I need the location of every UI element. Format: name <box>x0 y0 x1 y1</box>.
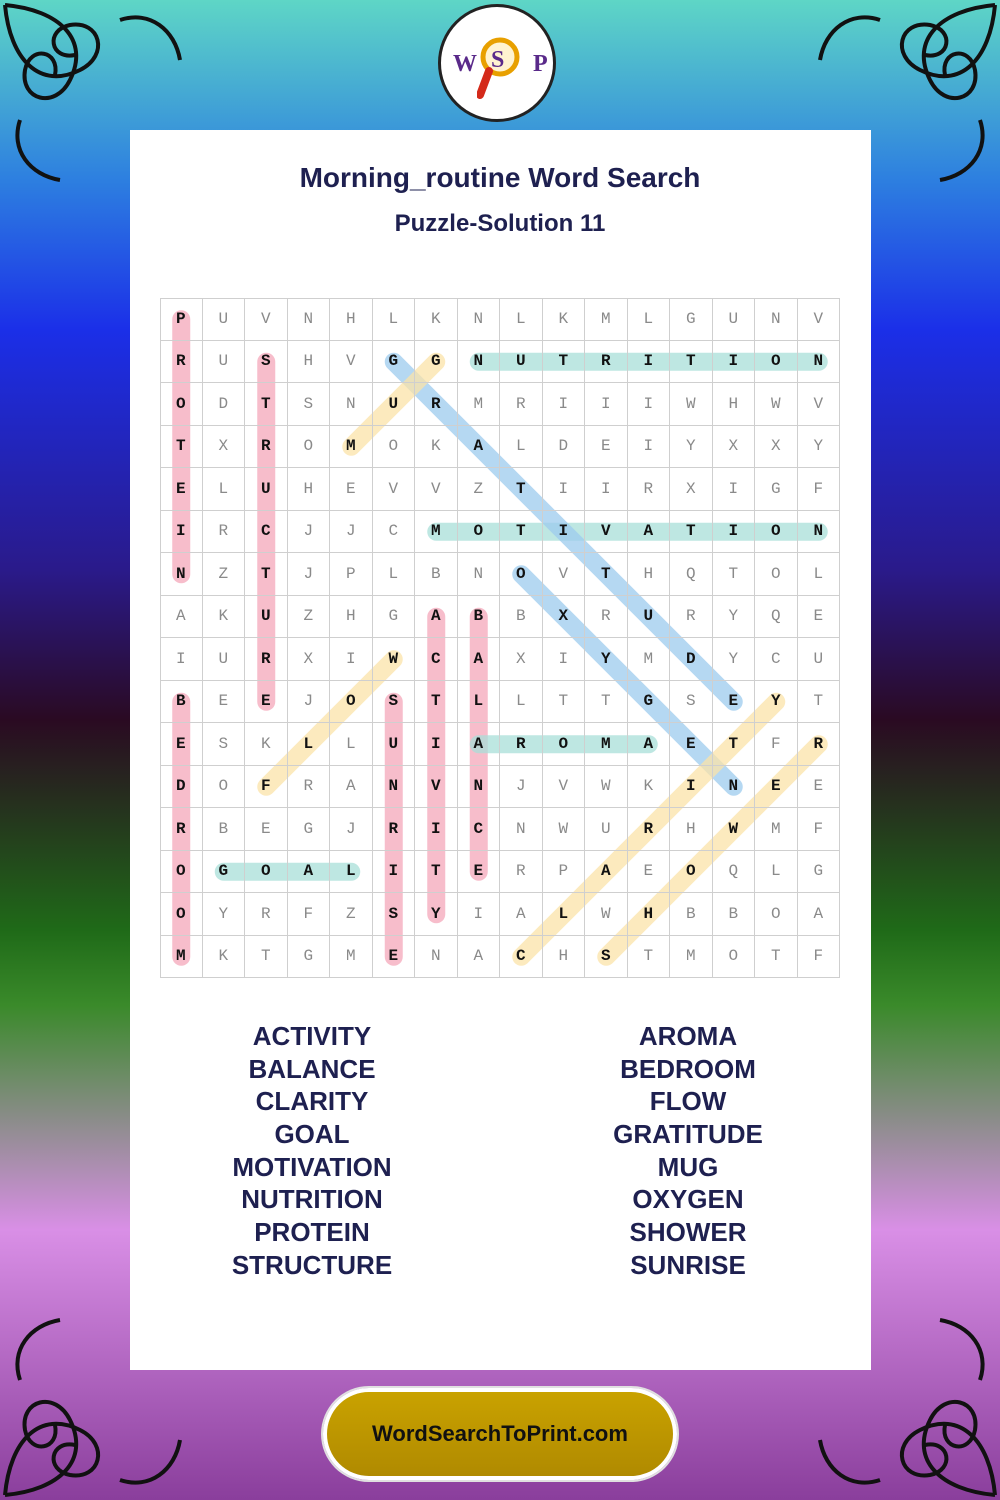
grid-cell[interactable]: R <box>160 341 203 384</box>
grid-cell[interactable]: B <box>203 808 246 851</box>
grid-cell[interactable]: L <box>330 851 373 894</box>
grid-cell[interactable]: R <box>160 808 203 851</box>
grid-cell[interactable]: G <box>203 851 246 894</box>
grid-cell[interactable]: J <box>500 766 543 809</box>
grid-cell[interactable]: Y <box>798 426 841 469</box>
grid-cell[interactable]: W <box>585 893 628 936</box>
grid-cell[interactable]: Q <box>755 596 798 639</box>
word-list-item: BALANCE <box>248 1053 376 1084</box>
grid-cell[interactable]: A <box>458 936 501 979</box>
grid-cell[interactable]: M <box>458 383 501 426</box>
grid-cell[interactable]: U <box>628 596 671 639</box>
grid-cell[interactable]: Y <box>670 426 713 469</box>
grid-cell[interactable]: U <box>798 638 841 681</box>
grid-cell[interactable]: I <box>160 511 203 554</box>
grid-cell[interactable]: N <box>373 766 416 809</box>
grid-cell[interactable]: O <box>160 383 203 426</box>
grid-cell[interactable]: E <box>160 468 203 511</box>
grid-cell[interactable]: S <box>203 723 246 766</box>
grid-cell[interactable]: V <box>798 383 841 426</box>
grid-cell[interactable]: U <box>585 808 628 851</box>
grid-cell[interactable]: O <box>670 851 713 894</box>
grid-cell[interactable]: I <box>628 426 671 469</box>
grid-cell[interactable]: S <box>288 383 331 426</box>
grid-cell[interactable]: A <box>798 893 841 936</box>
grid-cell[interactable]: O <box>755 511 798 554</box>
grid-cell[interactable]: O <box>245 851 288 894</box>
grid-cell[interactable]: M <box>755 808 798 851</box>
grid-cell[interactable]: E <box>755 766 798 809</box>
grid-cell[interactable]: L <box>330 723 373 766</box>
grid-cell[interactable]: R <box>245 893 288 936</box>
grid-cell[interactable]: O <box>755 893 798 936</box>
grid-cell[interactable]: P <box>330 553 373 596</box>
grid-cell[interactable]: R <box>500 851 543 894</box>
grid-cell[interactable]: X <box>713 426 756 469</box>
grid-cell[interactable]: I <box>713 511 756 554</box>
grid-cell[interactable]: Y <box>713 596 756 639</box>
grid-cell[interactable]: X <box>670 468 713 511</box>
grid-cell[interactable]: O <box>755 341 798 384</box>
grid-cell[interactable]: D <box>203 383 246 426</box>
grid-cell[interactable]: G <box>798 851 841 894</box>
word-list-item: MOTIVATION <box>232 1151 392 1182</box>
grid-cell[interactable]: Q <box>670 553 713 596</box>
grid-cell[interactable]: O <box>755 553 798 596</box>
grid-cell[interactable]: E <box>245 681 288 724</box>
grid-cell[interactable]: G <box>373 341 416 384</box>
grid-cell[interactable]: V <box>798 298 841 341</box>
grid-cell[interactable]: B <box>160 681 203 724</box>
grid-cell[interactable]: L <box>628 298 671 341</box>
wsp-logo[interactable] <box>438 4 556 122</box>
grid-cell[interactable]: A <box>458 426 501 469</box>
grid-cell[interactable]: I <box>458 893 501 936</box>
grid-cell[interactable]: M <box>585 298 628 341</box>
grid-cell[interactable]: F <box>798 468 841 511</box>
word-list-item: FLOW <box>649 1086 727 1117</box>
word-list-item: CLARITY <box>255 1086 369 1117</box>
grid-cell[interactable]: E <box>798 766 841 809</box>
grid-cell[interactable]: H <box>670 808 713 851</box>
grid-cell[interactable]: I <box>543 638 586 681</box>
grid-cell[interactable]: W <box>670 383 713 426</box>
grid-cell[interactable]: V <box>543 553 586 596</box>
grid-cell[interactable]: A <box>500 893 543 936</box>
grid-cell[interactable]: G <box>415 341 458 384</box>
grid-cell[interactable]: A <box>585 851 628 894</box>
grid-cell[interactable]: N <box>160 553 203 596</box>
grid-cell[interactable]: G <box>288 808 331 851</box>
grid-cell[interactable]: R <box>670 596 713 639</box>
grid-cell[interactable]: V <box>415 766 458 809</box>
grid-cell[interactable]: H <box>288 468 331 511</box>
grid-cell[interactable]: O <box>203 766 246 809</box>
grid-cell[interactable]: L <box>373 553 416 596</box>
grid-cell[interactable]: I <box>543 468 586 511</box>
grid-cell[interactable]: U <box>713 298 756 341</box>
grid-cell[interactable]: W <box>713 808 756 851</box>
grid-cell[interactable]: T <box>798 681 841 724</box>
grid-cell[interactable]: L <box>798 553 841 596</box>
grid-cell[interactable]: H <box>330 298 373 341</box>
grid-cell[interactable]: K <box>203 936 246 979</box>
grid-cell[interactable]: R <box>373 808 416 851</box>
grid-cell[interactable]: I <box>585 383 628 426</box>
grid-cell[interactable]: N <box>713 766 756 809</box>
grid-cell[interactable]: R <box>798 723 841 766</box>
grid-cell[interactable]: L <box>373 298 416 341</box>
word-list-item: MUG <box>657 1151 719 1182</box>
grid-cell[interactable]: U <box>203 341 246 384</box>
grid-cell[interactable]: E <box>160 723 203 766</box>
grid-cell[interactable]: U <box>245 468 288 511</box>
grid-cell[interactable]: U <box>245 596 288 639</box>
grid-cell[interactable]: E <box>713 681 756 724</box>
grid-cell[interactable]: A <box>458 723 501 766</box>
grid-cell[interactable]: F <box>798 936 841 979</box>
grid-cell[interactable]: O <box>288 426 331 469</box>
word-list-item: BEDROOM <box>620 1053 756 1084</box>
grid-cell[interactable]: J <box>330 511 373 554</box>
grid-cell[interactable]: D <box>160 766 203 809</box>
grid-cell[interactable]: T <box>755 936 798 979</box>
grid-cell[interactable]: K <box>543 298 586 341</box>
grid-cell[interactable]: H <box>628 893 671 936</box>
grid-cell[interactable]: Z <box>330 893 373 936</box>
grid-cell[interactable]: T <box>670 511 713 554</box>
grid-cell[interactable]: H <box>628 553 671 596</box>
grid-cell[interactable]: J <box>330 808 373 851</box>
grid-cell[interactable]: R <box>628 468 671 511</box>
grid-cell[interactable]: R <box>628 808 671 851</box>
grid-cell[interactable]: C <box>755 638 798 681</box>
grid-cell[interactable]: J <box>288 553 331 596</box>
grid-cell[interactable]: I <box>628 341 671 384</box>
grid-cell[interactable]: R <box>245 638 288 681</box>
grid-cell[interactable]: T <box>415 681 458 724</box>
grid-cell[interactable]: C <box>373 511 416 554</box>
grid-cell[interactable]: E <box>458 851 501 894</box>
grid-cell[interactable]: H <box>543 936 586 979</box>
grid-cell[interactable]: T <box>543 341 586 384</box>
grid-cell[interactable]: X <box>288 638 331 681</box>
grid-cell[interactable]: I <box>415 808 458 851</box>
grid-cell[interactable]: X <box>755 426 798 469</box>
word-list-item: STRUCTURE <box>231 1249 393 1280</box>
grid-cell[interactable]: I <box>585 468 628 511</box>
grid-cell[interactable]: O <box>160 893 203 936</box>
grid-cell[interactable]: K <box>415 298 458 341</box>
grid-cell[interactable]: N <box>458 766 501 809</box>
grid-cell[interactable]: C <box>500 936 543 979</box>
grid-cell[interactable]: N <box>458 341 501 384</box>
grid-cell[interactable]: Z <box>288 596 331 639</box>
grid-cell[interactable]: B <box>415 553 458 596</box>
grid-cell[interactable]: V <box>543 766 586 809</box>
grid-cell[interactable]: I <box>713 468 756 511</box>
grid-cell[interactable]: J <box>288 681 331 724</box>
grid-cell[interactable]: B <box>458 596 501 639</box>
grid-cell[interactable]: K <box>203 596 246 639</box>
word-list-item: GOAL <box>274 1119 350 1150</box>
grid-cell[interactable]: A <box>160 596 203 639</box>
grid-cell[interactable]: W <box>373 638 416 681</box>
grid-cell[interactable]: U <box>373 383 416 426</box>
grid-cell[interactable]: L <box>458 681 501 724</box>
puzzle-subtitle: Puzzle-Solution 11 <box>394 210 606 237</box>
grid-cell[interactable]: H <box>713 383 756 426</box>
grid-cell[interactable]: T <box>160 426 203 469</box>
grid-cell[interactable]: N <box>458 553 501 596</box>
grid-cell[interactable]: R <box>203 511 246 554</box>
grid-cell[interactable]: B <box>500 596 543 639</box>
grid-cell[interactable]: I <box>628 383 671 426</box>
grid-cell[interactable]: L <box>288 723 331 766</box>
grid-cell[interactable]: T <box>713 723 756 766</box>
word-list-item: AROMA <box>638 1021 738 1051</box>
grid-cell[interactable]: L <box>500 681 543 724</box>
grid-cell[interactable]: N <box>798 511 841 554</box>
grid-cell[interactable]: K <box>245 723 288 766</box>
grid-cell[interactable]: L <box>543 893 586 936</box>
grid-cell[interactable]: N <box>798 341 841 384</box>
grid-cell[interactable]: B <box>713 893 756 936</box>
grid-cell[interactable]: O <box>330 681 373 724</box>
grid-cell[interactable]: V <box>373 468 416 511</box>
grid-cell[interactable]: W <box>585 766 628 809</box>
word-list-left <box>162 1020 462 1282</box>
grid-cell[interactable]: T <box>713 553 756 596</box>
grid-cell[interactable]: N <box>415 936 458 979</box>
grid-cell[interactable]: S <box>373 681 416 724</box>
grid-cell[interactable]: A <box>288 851 331 894</box>
grid-cell[interactable]: M <box>160 936 203 979</box>
grid-cell[interactable]: N <box>500 808 543 851</box>
logo-letter-s: S <box>491 47 505 73</box>
grid-cell[interactable]: N <box>330 383 373 426</box>
grid-cell[interactable]: E <box>330 468 373 511</box>
grid-cell[interactable]: R <box>585 341 628 384</box>
grid-cell[interactable]: M <box>415 511 458 554</box>
grid-cell[interactable]: K <box>628 766 671 809</box>
grid-cell[interactable]: A <box>415 596 458 639</box>
website-label: WordSearchToPrint.com <box>372 1421 628 1446</box>
grid-cell[interactable]: X <box>203 426 246 469</box>
grid-cell[interactable]: M <box>585 723 628 766</box>
word-list-item: PROTEIN <box>254 1217 370 1248</box>
grid-cell[interactable]: O <box>458 511 501 554</box>
grid-cell[interactable]: I <box>543 383 586 426</box>
grid-cell[interactable]: M <box>330 426 373 469</box>
grid-cell[interactable]: Z <box>203 553 246 596</box>
grid-cell[interactable]: I <box>543 511 586 554</box>
grid-cell[interactable]: G <box>288 936 331 979</box>
grid-cell[interactable]: E <box>628 851 671 894</box>
grid-cell[interactable]: C <box>415 638 458 681</box>
grid-cell[interactable]: S <box>585 936 628 979</box>
grid-cell[interactable]: I <box>330 638 373 681</box>
grid-cell[interactable]: R <box>245 426 288 469</box>
grid-cell[interactable]: H <box>288 341 331 384</box>
grid-cell[interactable]: T <box>245 936 288 979</box>
grid-cell[interactable]: R <box>415 383 458 426</box>
grid-cell[interactable]: W <box>755 383 798 426</box>
grid-cell[interactable]: L <box>755 851 798 894</box>
grid-cell[interactable]: P <box>160 298 203 341</box>
grid-cell[interactable]: S <box>670 681 713 724</box>
grid-cell[interactable]: E <box>798 596 841 639</box>
grid-cell[interactable]: X <box>500 638 543 681</box>
grid-cell[interactable]: F <box>755 723 798 766</box>
grid-cell[interactable]: O <box>160 851 203 894</box>
grid-cell[interactable]: V <box>415 468 458 511</box>
logo-letter-w: W <box>453 51 477 77</box>
grid-cell[interactable]: T <box>415 851 458 894</box>
grid-cell[interactable]: I <box>415 723 458 766</box>
grid-cell[interactable]: G <box>628 681 671 724</box>
grid-cell[interactable]: K <box>415 426 458 469</box>
grid-cell[interactable]: G <box>373 596 416 639</box>
grid-cell[interactable]: W <box>543 808 586 851</box>
puzzle-title: Morning_routine Word Search <box>299 162 701 193</box>
word-list-item: SHOWER <box>629 1217 747 1248</box>
grid-cell[interactable]: H <box>330 596 373 639</box>
grid-cell[interactable]: P <box>543 851 586 894</box>
grid-cell[interactable]: I <box>160 638 203 681</box>
grid-cell[interactable]: T <box>500 511 543 554</box>
grid-cell[interactable]: V <box>330 341 373 384</box>
grid-cell[interactable]: B <box>670 893 713 936</box>
grid-cell[interactable]: T <box>670 341 713 384</box>
grid-cell[interactable]: S <box>373 893 416 936</box>
grid-cell[interactable]: A <box>628 723 671 766</box>
grid-cell[interactable]: V <box>245 298 288 341</box>
grid-cell[interactable]: L <box>500 426 543 469</box>
grid-cell[interactable]: T <box>628 936 671 979</box>
grid-cell[interactable]: E <box>670 723 713 766</box>
grid-cell[interactable]: V <box>585 511 628 554</box>
grid-cell[interactable]: R <box>288 766 331 809</box>
grid-cell[interactable]: X <box>543 596 586 639</box>
grid-cell[interactable]: F <box>245 766 288 809</box>
grid-cell[interactable]: M <box>628 638 671 681</box>
grid-cell[interactable]: D <box>543 426 586 469</box>
grid-cell[interactable]: I <box>670 766 713 809</box>
grid-cell[interactable]: O <box>543 723 586 766</box>
grid-cell[interactable]: Y <box>755 681 798 724</box>
grid-cell[interactable]: O <box>373 426 416 469</box>
grid-cell[interactable]: T <box>585 681 628 724</box>
grid-cell[interactable]: Z <box>458 468 501 511</box>
grid-cell[interactable]: U <box>500 341 543 384</box>
grid-cell[interactable]: L <box>500 298 543 341</box>
grid-cell[interactable]: F <box>798 808 841 851</box>
grid-cell[interactable]: N <box>288 298 331 341</box>
grid-cell[interactable]: S <box>245 341 288 384</box>
grid-cell[interactable]: D <box>670 638 713 681</box>
grid-cell[interactable]: M <box>670 936 713 979</box>
grid-cell[interactable]: E <box>585 426 628 469</box>
grid-cell[interactable]: U <box>203 638 246 681</box>
grid-cell[interactable]: E <box>373 936 416 979</box>
grid-cell[interactable]: T <box>245 383 288 426</box>
grid-cell[interactable]: G <box>670 298 713 341</box>
grid-cell[interactable]: F <box>288 893 331 936</box>
grid-cell[interactable]: U <box>373 723 416 766</box>
grid-cell[interactable]: A <box>330 766 373 809</box>
grid-cell[interactable]: R <box>500 723 543 766</box>
grid-cell[interactable]: J <box>288 511 331 554</box>
grid-cell[interactable]: Y <box>415 893 458 936</box>
grid-cell[interactable]: O <box>713 936 756 979</box>
grid-cell[interactable]: A <box>458 638 501 681</box>
grid-cell[interactable]: T <box>245 553 288 596</box>
logo-letter-p: P <box>533 51 548 77</box>
website-button[interactable] <box>323 1388 677 1480</box>
grid-cell[interactable]: M <box>330 936 373 979</box>
grid-cell[interactable]: R <box>500 383 543 426</box>
grid-cell[interactable]: G <box>755 468 798 511</box>
grid-cell[interactable]: E <box>245 808 288 851</box>
grid-cell[interactable]: E <box>203 681 246 724</box>
grid-cell[interactable]: R <box>585 596 628 639</box>
grid-cell[interactable]: T <box>500 468 543 511</box>
word-list-item: OXYGEN <box>632 1184 744 1215</box>
grid-cell[interactable]: I <box>373 851 416 894</box>
grid-cell[interactable]: N <box>458 298 501 341</box>
word-list-item: NUTRITION <box>241 1184 383 1215</box>
grid-cell[interactable]: T <box>543 681 586 724</box>
grid-cell[interactable]: N <box>755 298 798 341</box>
grid-cell[interactable]: Y <box>713 638 756 681</box>
grid-cell[interactable]: Y <box>203 893 246 936</box>
grid-cell[interactable]: O <box>500 553 543 596</box>
grid-cell[interactable]: C <box>245 511 288 554</box>
word-list-item: ACTIVITY <box>252 1021 372 1051</box>
word-list-right <box>538 1020 838 1282</box>
grid-cell[interactable]: C <box>458 808 501 851</box>
grid-cell[interactable]: Q <box>713 851 756 894</box>
letter-grid <box>160 298 840 978</box>
grid-cell[interactable]: L <box>203 468 246 511</box>
grid-cell[interactable]: T <box>585 553 628 596</box>
grid-cell[interactable]: U <box>203 298 246 341</box>
word-list-item: SUNRISE <box>630 1249 746 1280</box>
grid-cell[interactable]: I <box>713 341 756 384</box>
grid-cell[interactable]: Y <box>585 638 628 681</box>
grid-cell[interactable]: A <box>628 511 671 554</box>
word-list-item: GRATITUDE <box>613 1119 763 1150</box>
